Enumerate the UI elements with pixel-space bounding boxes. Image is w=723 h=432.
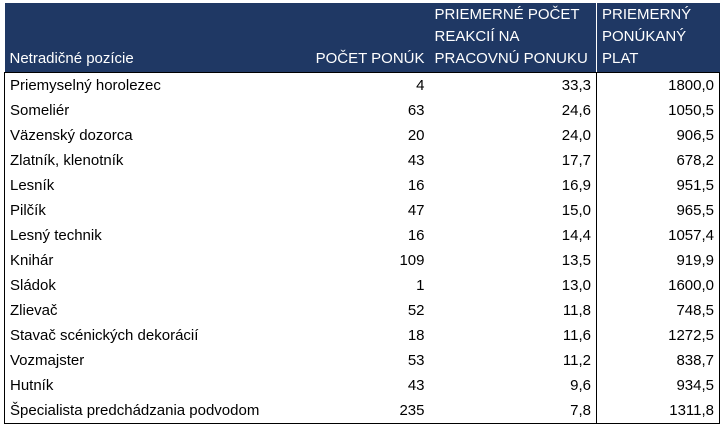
cell-position: Väzenský dozorca (5, 123, 308, 148)
cell-position: Knihár (5, 248, 308, 273)
cell-avg-reactions: 33,3 (561, 76, 591, 94)
cell-offer-count: 4 (416, 76, 425, 94)
cell-position: Hutník (5, 373, 308, 398)
column-header-avg-salary: PRIEMERNÝ PONÚKANÝ PLAT (597, 3, 720, 72)
table-row (5, 98, 720, 123)
cell-avg-reactions: 13,0 (561, 276, 591, 294)
cell-avg-reactions: 9,6 (570, 376, 591, 394)
cell-avg-salary: 1272,5 (597, 323, 720, 348)
cell-avg-reactions: 7,8 (430, 398, 597, 424)
cell-position: Priemyselný horolezec (5, 72, 308, 98)
job-positions-table (4, 3, 720, 424)
cell-avg-reactions: 24,6 (561, 101, 591, 119)
cell-avg-salary: 1311,8 (597, 398, 720, 424)
cell-position: Lesný technik (5, 223, 308, 248)
cell-avg-reactions: 13,5 (561, 251, 591, 269)
cell-avg-salary: 1600,0 (597, 273, 720, 298)
cell-offer-count: 20 (407, 126, 425, 144)
header-row (5, 3, 720, 72)
table-row (5, 398, 720, 424)
cell-offer-count: 235 (308, 398, 430, 424)
cell-avg-salary: 838,7 (597, 348, 720, 373)
table-row (5, 72, 720, 98)
cell-avg-reactions: 11,6 (562, 326, 591, 344)
table-row (5, 248, 720, 273)
cell-avg-reactions: 15,0 (561, 201, 591, 219)
table-header (5, 3, 720, 72)
cell-offer-count: 16 (407, 176, 425, 194)
cell-position: Lesník (5, 173, 308, 198)
cell-offer-count: 18 (407, 326, 425, 344)
cell-position: Sládok (5, 273, 308, 298)
cell-avg-salary: 965,5 (597, 198, 720, 223)
cell-avg-salary: 951,5 (597, 173, 720, 198)
cell-offer-count: 43 (407, 376, 425, 394)
cell-avg-reactions: 14,4 (561, 226, 591, 244)
table-body (5, 72, 720, 423)
cell-avg-salary: 934,5 (597, 373, 720, 398)
cell-avg-reactions: 16,9 (561, 176, 591, 194)
table-row (5, 123, 720, 148)
cell-avg-reactions: 17,7 (561, 151, 591, 169)
cell-avg-salary: 919,9 (597, 248, 720, 273)
cell-position: Zlievač (5, 298, 308, 323)
cell-avg-salary: 678,2 (597, 148, 720, 173)
cell-avg-salary: 1050,5 (597, 98, 720, 123)
cell-offer-count: 43 (407, 151, 425, 169)
cell-offer-count: 47 (407, 201, 425, 219)
table-row (5, 273, 720, 298)
table-row (5, 198, 720, 223)
table-row (5, 323, 720, 348)
table-row (5, 173, 720, 198)
cell-avg-reactions: 11,8 (562, 301, 591, 319)
cell-position: Špecialista predchádzania podvodom (5, 398, 308, 424)
cell-offer-count: 63 (407, 101, 425, 119)
table-row (5, 298, 720, 323)
cell-offer-count: 1 (416, 276, 425, 294)
cell-offer-count: 53 (407, 351, 425, 369)
cell-avg-salary: 1057,4 (597, 223, 720, 248)
table-row (5, 348, 720, 373)
column-header-offer-count: POČET PONÚK (308, 3, 430, 72)
cell-position: Pilčík (5, 198, 308, 223)
table-row (5, 148, 720, 173)
cell-offer-count: 109 (399, 251, 425, 269)
cell-position: Zlatník, klenotník (5, 148, 308, 173)
cell-offer-count: 52 (407, 301, 425, 319)
cell-position: Vozmajster (5, 348, 308, 373)
cell-offer-count: 16 (407, 226, 425, 244)
cell-position: Someliér (5, 98, 308, 123)
cell-avg-salary: 906,5 (597, 123, 720, 148)
cell-avg-reactions: 24,0 (561, 126, 591, 144)
table-row (5, 223, 720, 248)
column-header-avg-reactions: PRIEMERNÉ POČET REAKCIÍ NA PRACOVNÚ PONUKU (430, 3, 597, 72)
column-header-position: Netradičné pozície (5, 3, 308, 72)
cell-position: Stavač scénických dekorácií (5, 323, 308, 348)
cell-avg-salary: 1800,0 (597, 72, 720, 98)
table-row (5, 373, 720, 398)
cell-avg-reactions: 11,2 (562, 351, 591, 369)
cell-avg-salary: 748,5 (597, 298, 720, 323)
